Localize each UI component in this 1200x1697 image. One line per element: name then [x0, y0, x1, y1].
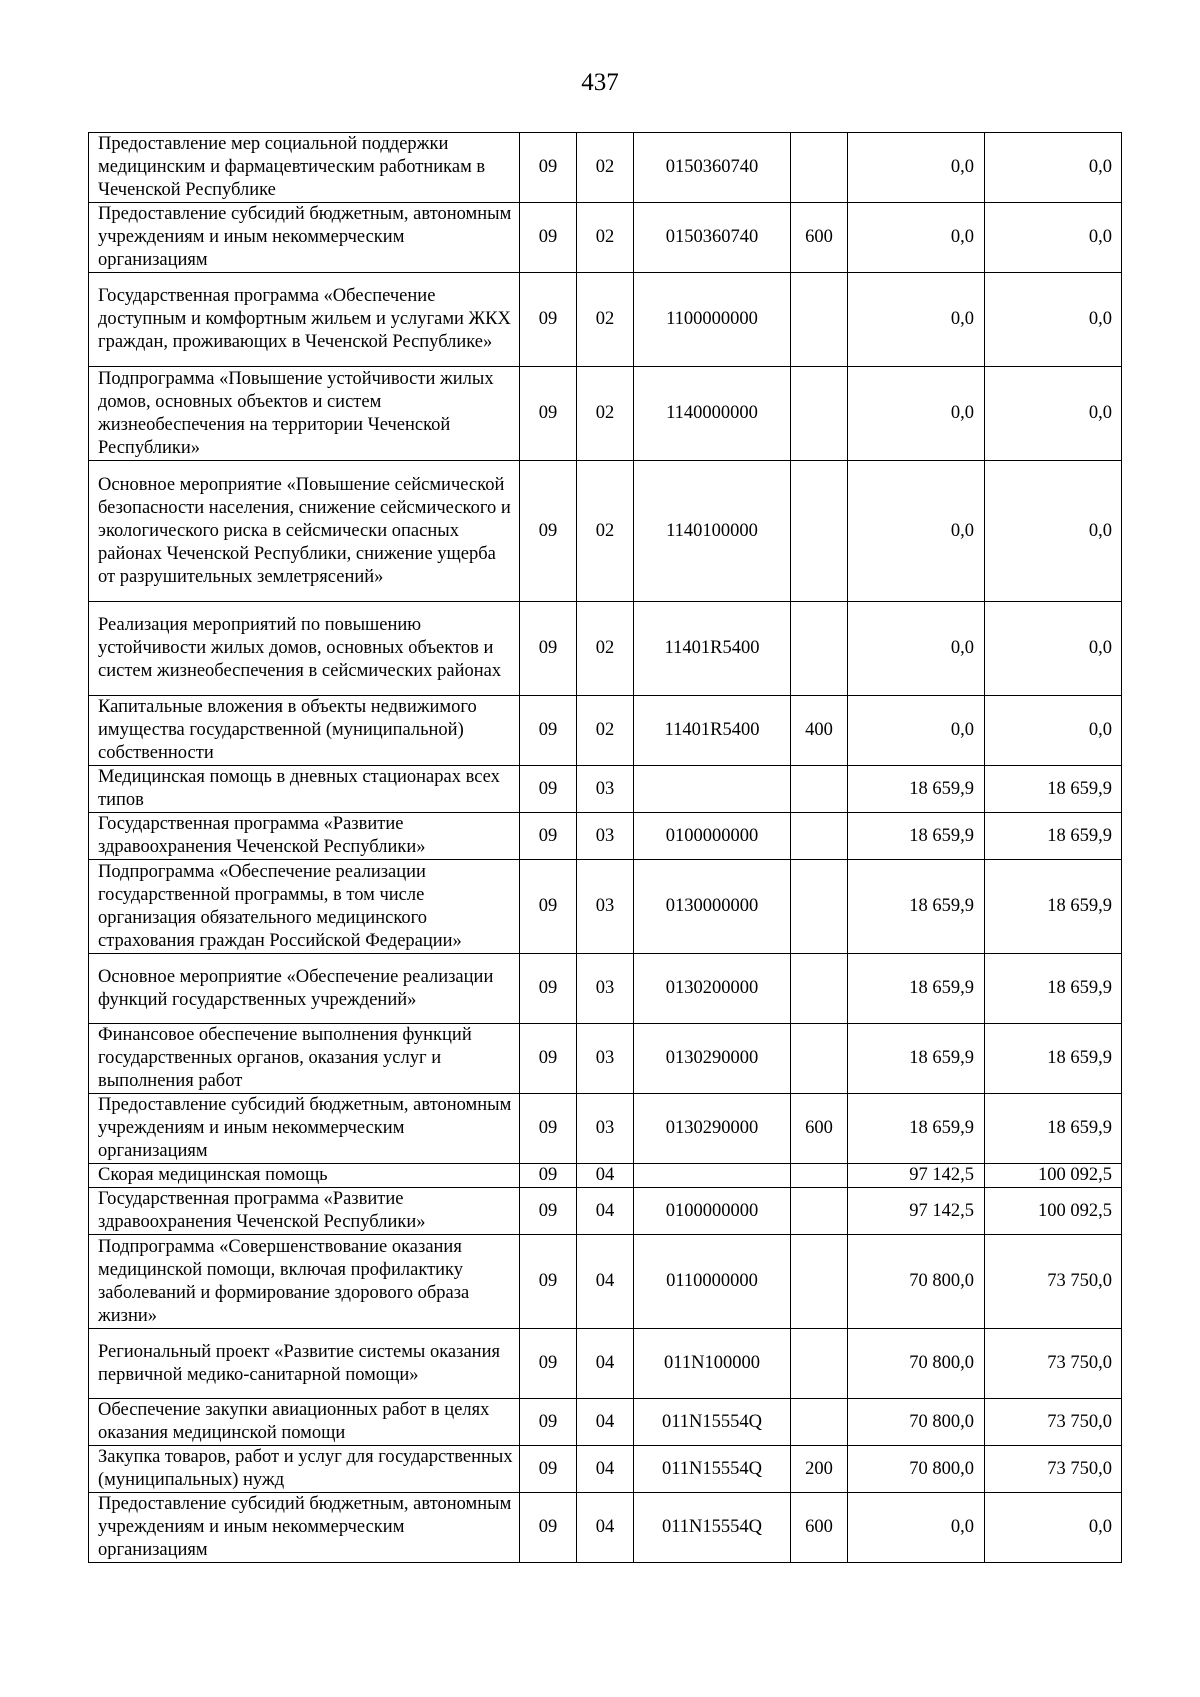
row-name: Государственная программа «Обеспечение доступным и комфортным жильем и услугами ЖКХ граждан, проживающих в Чеченской Республике»	[89, 273, 520, 367]
amount-year-1: 0,0	[848, 1493, 985, 1563]
amount-year-2: 0,0	[985, 1493, 1122, 1563]
section-code: 09	[520, 1024, 577, 1094]
row-name: Региональный проект «Развитие системы оказания первичной медико-санитарной помощи»	[89, 1329, 520, 1399]
budget-table-body	[89, 133, 1122, 1563]
subsection-code: 02	[577, 696, 634, 766]
row-name: Предоставление субсидий бюджетным, автономным учреждениям и иным некоммерческим организациям	[89, 1094, 520, 1164]
row-name: Скорая медицинская помощь	[89, 1164, 520, 1188]
amount-year-1: 97 142,5	[848, 1188, 985, 1235]
amount-year-2: 0,0	[985, 602, 1122, 696]
section-code: 09	[520, 203, 577, 273]
amount-year-1: 18 659,9	[848, 954, 985, 1024]
expense-type-code	[791, 860, 848, 954]
section-code: 09	[520, 133, 577, 203]
table-row	[89, 1188, 1122, 1235]
amount-year-1: 0,0	[848, 203, 985, 273]
section-code: 09	[520, 461, 577, 602]
target-article-code: 011N15554Q	[634, 1399, 791, 1446]
target-article-code: 1100000000	[634, 273, 791, 367]
subsection-code: 04	[577, 1235, 634, 1329]
expense-type-code	[791, 813, 848, 860]
section-code: 09	[520, 954, 577, 1024]
expense-type-code	[791, 1329, 848, 1399]
table-row	[89, 273, 1122, 367]
section-code: 09	[520, 1188, 577, 1235]
target-article-code: 0130000000	[634, 860, 791, 954]
amount-year-2: 73 750,0	[985, 1399, 1122, 1446]
subsection-code: 03	[577, 860, 634, 954]
table-row	[89, 1329, 1122, 1399]
subsection-code: 03	[577, 1094, 634, 1164]
table-row	[89, 813, 1122, 860]
amount-year-1: 0,0	[848, 696, 985, 766]
table-row	[89, 1094, 1122, 1164]
amount-year-1: 70 800,0	[848, 1399, 985, 1446]
table-row	[89, 860, 1122, 954]
subsection-code: 02	[577, 203, 634, 273]
subsection-code: 03	[577, 766, 634, 813]
subsection-code: 04	[577, 1446, 634, 1493]
expense-type-code	[791, 766, 848, 813]
expense-type-code	[791, 1024, 848, 1094]
subsection-code: 03	[577, 1024, 634, 1094]
expense-type-code	[791, 602, 848, 696]
row-name: Государственная программа «Развитие здравоохранения Чеченской Республики»	[89, 1188, 520, 1235]
row-name: Предоставление субсидий бюджетным, автономным учреждениям и иным некоммерческим организациям	[89, 203, 520, 273]
amount-year-2: 0,0	[985, 273, 1122, 367]
section-code: 09	[520, 860, 577, 954]
target-article-code: 0150360740	[634, 133, 791, 203]
target-article-code: 0130290000	[634, 1024, 791, 1094]
row-name: Обеспечение закупки авиационных работ в целях оказания медицинской помощи	[89, 1399, 520, 1446]
amount-year-2: 73 750,0	[985, 1446, 1122, 1493]
amount-year-1: 18 659,9	[848, 1024, 985, 1094]
expense-type-code	[791, 273, 848, 367]
row-name: Предоставление мер социальной поддержки медицинским и фармацевтическим работникам в Чеченской Республике	[89, 133, 520, 203]
amount-year-1: 18 659,9	[848, 766, 985, 813]
section-code: 09	[520, 696, 577, 766]
amount-year-1: 0,0	[848, 367, 985, 461]
row-name: Основное мероприятие «Повышение сейсмической безопасности населения, снижение сейсмического и экологического риска в сейсмически опасных районах Чеченской Республики, снижение ущерба от разрушительных землетрясений»	[89, 461, 520, 602]
row-name: Подпрограмма «Совершенствование оказания медицинской помощи, включая профилактику заболеваний и формирование здорового образа жизни»	[89, 1235, 520, 1329]
expense-type-code	[791, 1235, 848, 1329]
budget-table	[88, 132, 1122, 1563]
row-name: Предоставление субсидий бюджетным, автономным учреждениям и иным некоммерческим организациям	[89, 1493, 520, 1563]
amount-year-1: 0,0	[848, 133, 985, 203]
amount-year-1: 18 659,9	[848, 813, 985, 860]
subsection-code: 04	[577, 1399, 634, 1446]
subsection-code: 04	[577, 1329, 634, 1399]
section-code: 09	[520, 602, 577, 696]
row-name: Закупка товаров, работ и услуг для государственных (муниципальных) нужд	[89, 1446, 520, 1493]
expense-type-code: 600	[791, 1094, 848, 1164]
amount-year-1: 97 142,5	[848, 1164, 985, 1188]
section-code: 09	[520, 766, 577, 813]
amount-year-2: 0,0	[985, 133, 1122, 203]
amount-year-2: 0,0	[985, 461, 1122, 602]
target-article-code: 11401R5400	[634, 602, 791, 696]
table-row	[89, 954, 1122, 1024]
target-article-code: 11401R5400	[634, 696, 791, 766]
amount-year-2: 73 750,0	[985, 1329, 1122, 1399]
amount-year-2: 0,0	[985, 203, 1122, 273]
section-code: 09	[520, 1094, 577, 1164]
amount-year-2: 18 659,9	[985, 1024, 1122, 1094]
row-name: Финансовое обеспечение выполнения функций государственных органов, оказания услуг и выполнения работ	[89, 1024, 520, 1094]
row-name: Медицинская помощь в дневных стационарах всех типов	[89, 766, 520, 813]
subsection-code: 02	[577, 367, 634, 461]
row-name: Государственная программа «Развитие здравоохранения Чеченской Республики»	[89, 813, 520, 860]
section-code: 09	[520, 1164, 577, 1188]
section-code: 09	[520, 1493, 577, 1563]
subsection-code: 02	[577, 133, 634, 203]
row-name: Подпрограмма «Повышение устойчивости жилых домов, основных объектов и систем жизнеобеспечения на территории Чеченской Республики»	[89, 367, 520, 461]
subsection-code: 04	[577, 1493, 634, 1563]
amount-year-1: 0,0	[848, 602, 985, 696]
row-name: Капитальные вложения в объекты недвижимого имущества государственной (муниципальной) собственности	[89, 696, 520, 766]
page-number: 437	[581, 69, 619, 96]
section-code: 09	[520, 1329, 577, 1399]
subsection-code: 03	[577, 954, 634, 1024]
amount-year-1: 70 800,0	[848, 1329, 985, 1399]
amount-year-1: 18 659,9	[848, 860, 985, 954]
section-code: 09	[520, 367, 577, 461]
table-row	[89, 1446, 1122, 1493]
target-article-code: 0110000000	[634, 1235, 791, 1329]
amount-year-2: 0,0	[985, 696, 1122, 766]
expense-type-code	[791, 367, 848, 461]
table-row	[89, 1164, 1122, 1188]
table-row	[89, 1235, 1122, 1329]
section-code: 09	[520, 273, 577, 367]
table-row	[89, 1399, 1122, 1446]
subsection-code: 02	[577, 273, 634, 367]
target-article-code: 1140100000	[634, 461, 791, 602]
table-row	[89, 203, 1122, 273]
expense-type-code	[791, 461, 848, 602]
subsection-code: 03	[577, 813, 634, 860]
table-row	[89, 696, 1122, 766]
amount-year-1: 18 659,9	[848, 1094, 985, 1164]
expense-type-code: 600	[791, 203, 848, 273]
target-article-code: 0100000000	[634, 1188, 791, 1235]
section-code: 09	[520, 1235, 577, 1329]
subsection-code: 02	[577, 602, 634, 696]
expense-type-code: 600	[791, 1493, 848, 1563]
target-article-code: 011N15554Q	[634, 1493, 791, 1563]
amount-year-2: 100 092,5	[985, 1164, 1122, 1188]
expense-type-code: 400	[791, 696, 848, 766]
target-article-code: 1140000000	[634, 367, 791, 461]
row-name: Основное мероприятие «Обеспечение реализации функций государственных учреждений»	[89, 954, 520, 1024]
table-row	[89, 367, 1122, 461]
amount-year-2: 100 092,5	[985, 1188, 1122, 1235]
target-article-code: 0130200000	[634, 954, 791, 1024]
expense-type-code	[791, 1188, 848, 1235]
table-row	[89, 766, 1122, 813]
amount-year-1: 70 800,0	[848, 1446, 985, 1493]
row-name: Подпрограмма «Обеспечение реализации государственной программы, в том числе организация обязательного медицинского страхования граждан Российской Федерации»	[89, 860, 520, 954]
table-row	[89, 1024, 1122, 1094]
amount-year-2: 18 659,9	[985, 860, 1122, 954]
target-article-code	[634, 1164, 791, 1188]
amount-year-1: 0,0	[848, 461, 985, 602]
table-row	[89, 461, 1122, 602]
expense-type-code	[791, 954, 848, 1024]
table-row	[89, 133, 1122, 203]
subsection-code: 04	[577, 1164, 634, 1188]
amount-year-2: 18 659,9	[985, 813, 1122, 860]
amount-year-2: 18 659,9	[985, 766, 1122, 813]
amount-year-2: 18 659,9	[985, 954, 1122, 1024]
target-article-code: 0100000000	[634, 813, 791, 860]
section-code: 09	[520, 1446, 577, 1493]
expense-type-code	[791, 133, 848, 203]
target-article-code: 0130290000	[634, 1094, 791, 1164]
table-row	[89, 1493, 1122, 1563]
row-name: Реализация мероприятий по повышению устойчивости жилых домов, основных объектов и систем жизнеобеспечения в сейсмических районах	[89, 602, 520, 696]
expense-type-code: 200	[791, 1446, 848, 1493]
subsection-code: 04	[577, 1188, 634, 1235]
section-code: 09	[520, 813, 577, 860]
table-row	[89, 602, 1122, 696]
expense-type-code	[791, 1399, 848, 1446]
target-article-code: 0150360740	[634, 203, 791, 273]
expense-type-code	[791, 1164, 848, 1188]
amount-year-1: 70 800,0	[848, 1235, 985, 1329]
subsection-code: 02	[577, 461, 634, 602]
section-code: 09	[520, 1399, 577, 1446]
target-article-code: 011N15554Q	[634, 1446, 791, 1493]
target-article-code: 011N100000	[634, 1329, 791, 1399]
target-article-code	[634, 766, 791, 813]
amount-year-2: 18 659,9	[985, 1094, 1122, 1164]
amount-year-2: 73 750,0	[985, 1235, 1122, 1329]
amount-year-2: 0,0	[985, 367, 1122, 461]
amount-year-1: 0,0	[848, 273, 985, 367]
